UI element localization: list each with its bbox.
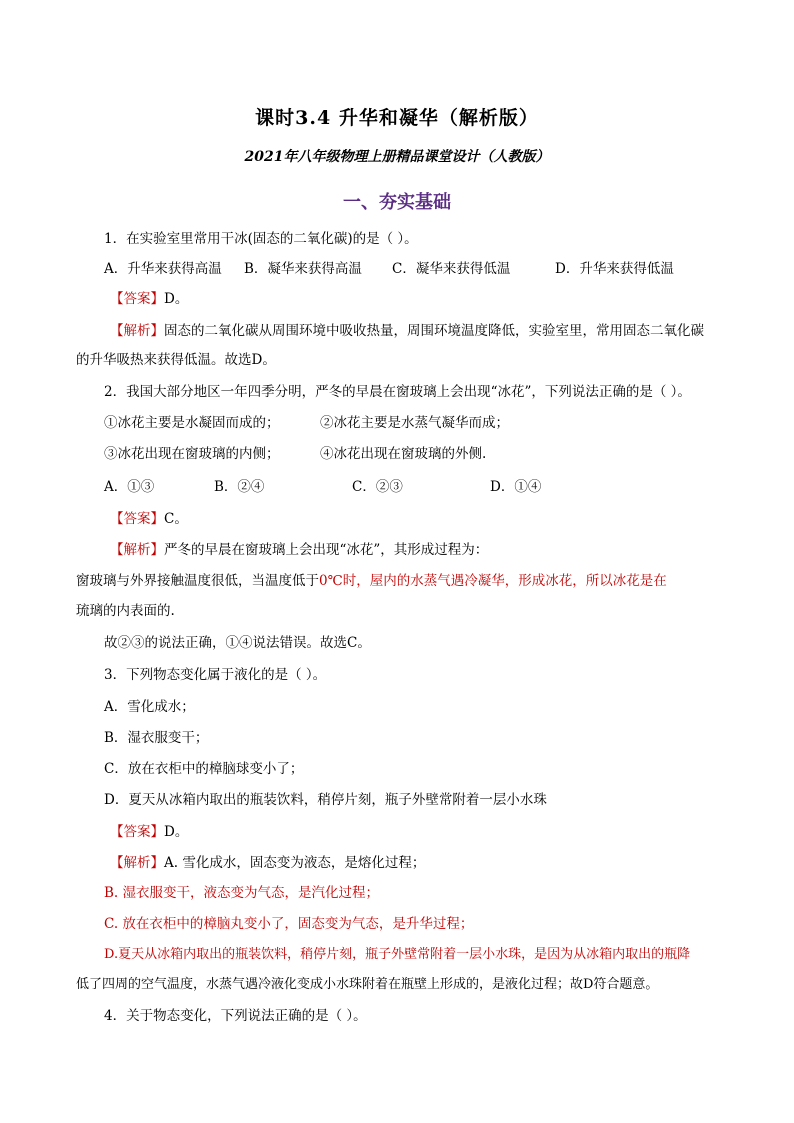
- analysis-tag: 【解析】: [110, 855, 164, 871]
- option-b: B．②④: [214, 479, 265, 495]
- option-a: A．升华来获得高温: [104, 261, 222, 277]
- question-2-statements-row-1: [104, 412, 704, 434]
- question-1-answer: [110, 288, 704, 310]
- section-heading: 一、夯实基础: [343, 192, 451, 213]
- analysis-tag: 【解析】: [110, 323, 164, 339]
- question-3-analysis-c: C. 放在衣柜中的樟脑丸变小了，固态变为气态，是升华过程；: [104, 916, 474, 932]
- option-d: D．升华来获得低温: [555, 261, 674, 277]
- statement-2: ②冰花主要是水蒸气凝华而成；: [320, 415, 509, 431]
- analysis-text: 固态的二氧化碳从周围环境中吸收热量，周围环境温度降低，实验室里，常用固态二氧化碳: [164, 323, 704, 339]
- answer-tag: 【答案】: [110, 824, 164, 840]
- option-c: C．②③: [352, 479, 403, 495]
- analysis-text: A. 雪化成水，固态变为液态，是熔化过程；: [164, 855, 426, 871]
- question-2-analysis-line-2: [76, 570, 704, 592]
- question-3-answer: [110, 821, 704, 843]
- answer-tag: 【答案】: [110, 291, 164, 307]
- question-3-option-c: C．放在衣柜中的樟脑球变小了；: [104, 761, 304, 777]
- answer-text: D。: [164, 824, 189, 840]
- document-subtitle: 2021年八年级物理上册精品课堂设计（人教版）: [244, 149, 550, 165]
- question-2-answer: [110, 508, 704, 530]
- question-3-analysis-b: B. 湿衣服变干，液态变为气态，是汽化过程；: [104, 885, 380, 901]
- question-2-analysis-line-4: 故②③的说法正确，①④说法错误。故选C。: [104, 635, 371, 651]
- question-2-statements-row-2: [104, 443, 704, 465]
- answer-text: C。: [164, 511, 188, 527]
- question-3-option-d: D．夏天从冰箱内取出的瓶装饮料，稍停片刻，瓶子外壁常附着一层小水珠: [104, 792, 547, 808]
- statement-1: ①冰花主要是水凝固而成的；: [104, 415, 280, 431]
- question-3-analysis-d-line-2: 低了四周的空气温度，水蒸气遇冷液化变成小水珠附着在瓶壁上形成的，是液化过程；故D符合题意。: [76, 977, 659, 992]
- statement-4: ④冰花出现在窗玻璃的外侧.: [320, 446, 487, 462]
- analysis-text-black: 窗玻璃与外界接触温度很低，当温度低于: [76, 573, 319, 589]
- option-d: D．①④: [490, 479, 542, 495]
- question-3-stem: 3．下列物态变化属于液化的是（ ）。: [104, 667, 327, 683]
- question-1-analysis-line-1: [110, 320, 704, 342]
- document-title: 课时3.4 升华和凝华（解析版）: [255, 107, 539, 129]
- question-2-analysis-line-1: [110, 539, 704, 561]
- question-3-analysis-a: [110, 852, 704, 874]
- question-1-analysis-line-2: 的升华吸热来获得低温。故选D。: [76, 352, 276, 368]
- option-b: B．凝华来获得高温: [244, 261, 362, 277]
- question-1-stem: 1．在实验室里常用干冰(固态的二氧化碳)的是（ ）。: [104, 231, 418, 247]
- analysis-tag: 【解析】: [110, 542, 164, 558]
- option-a: A．①③: [104, 479, 155, 495]
- analysis-text-red: 0℃时，屋内的水蒸气遇冷凝华，形成冰花，所以冰花是在: [319, 573, 667, 589]
- option-c: C．凝华来获得低温: [392, 261, 511, 277]
- question-3-analysis-d-line-1: D.夏天从冰箱内取出的瓶装饮料，稍停片刻，瓶子外壁常附着一层小水珠，是因为从冰箱内取出的瓶降: [104, 947, 691, 962]
- answer-tag: 【答案】: [110, 511, 164, 527]
- analysis-text: 严冬的早晨在窗玻璃上会出现“冰花”，其形成过程为：: [164, 542, 489, 558]
- statement-3: ③冰花出现在窗玻璃的内侧；: [104, 446, 280, 462]
- question-3-option-a: A．雪化成水；: [104, 699, 195, 715]
- question-3-option-b: B．湿衣服变干；: [104, 730, 209, 746]
- question-2-options: [104, 476, 704, 498]
- question-4-stem: 4．关于物态变化，下列说法正确的是（ ）。: [104, 1008, 367, 1024]
- question-2-stem: 2．我国大部分地区一年四季分明，严冬的早晨在窗玻璃上会出现“冰花”，下列说法正确的是（ ）。: [104, 384, 691, 400]
- question-2-analysis-line-3: 琉璃的内表面的.: [76, 603, 175, 619]
- question-1-options: [104, 258, 704, 280]
- answer-text: D。: [164, 291, 189, 307]
